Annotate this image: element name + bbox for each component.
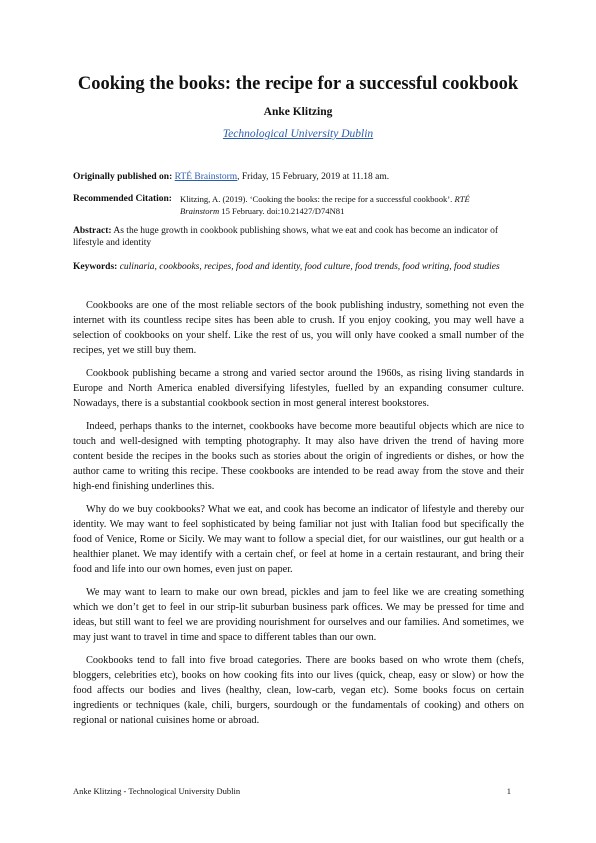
abstract-label: Abstract: xyxy=(73,226,112,236)
published-label: Originally published on: xyxy=(73,172,173,182)
body-paragraph: Cookbooks tend to fall into five broad categories. There are books based on who wrote them (chefs, bloggers, celebrities etc), books on how cooking fits into our lives (quick, cheap, easy or slow) or how the food affects our bodies and lives (healthy, clean, low-carb, vegan etc). Some books focus on certain ingredients or techniques (kale, chili, burgers, sourdough or the fundamentals of cooking) and others on regional or national cuisines home or abroad. xyxy=(73,655,524,726)
citation-text xyxy=(180,193,491,217)
keywords-text: culinaria, cookbooks, recipes, food and identity, food culture, food trends, food writing, food studies xyxy=(117,262,500,272)
published-details: , Friday, 15 February, 2019 at 11.18 am. xyxy=(237,172,390,182)
body-paragraph: Indeed, perhaps thanks to the internet, cookbooks have become more beautiful objects which are nice to touch and well-designed with tempting photography. It may also have driven the trend of having more content beside the recipes in the books such as stories about the origin of ingredients or dishes, or how the author came to writing this recipe. These cookbooks are intended to be read away from the stove and their high-end finishing underlines this. xyxy=(73,421,524,492)
keywords xyxy=(73,261,523,273)
citation-source: RTÉ Brainstorm xyxy=(180,194,470,216)
body-paragraph: Why do we buy cookbooks? What we eat, and cook has become an indicator of lifestyle and thereby our identity. We may want to feel sophisticated by being familiar not just with Italian food but specifically the food of Venice, Rome or Sicily. We may want to follow a special diet, for our waistlines, our gut health or a healthier planet. We may identify with a certain chef, or feel at home in a certain restaurant, and bring their food and life into our own homes, even just on paper. xyxy=(73,504,524,575)
abstract xyxy=(73,225,523,249)
affiliation-link[interactable]: Technological University Dublin xyxy=(222,128,374,140)
citation-text-main: Klitzing, A. (2019). ‘Cooking the books: the recipe for a successful cookbook’. xyxy=(180,194,455,204)
body-paragraph: We may want to learn to make our own bread, pickles and jam to feel like we are creating something which we don’t get to feel in our strip-lit suburban business park offices. We may be pressed for time and ideas, but still want to feel we are providing nourishment for ourselves and our families. And sometimes, we may just want to travel in time and space to different tables than our own. xyxy=(73,587,524,643)
source-link[interactable]: RTÉ Brainstorm xyxy=(174,172,238,182)
paper-title: Cooking the books: the recipe for a successful cookbook xyxy=(77,74,519,94)
citation-doi: 15 February. doi:10.21427/D74N81 xyxy=(219,206,345,216)
body-paragraph: Cookbook publishing became a strong and varied sector around the 1960s, as rising living standards in Europe and North America enabled diversifying lifestyles, fuelled by an expanding consumer culture. Nowadays, there is a substantial cookbook section in most general interest bookstores. xyxy=(73,368,524,409)
publication-line xyxy=(73,171,523,183)
body-paragraph: Cookbooks are one of the most reliable sectors of the book publishing industry, something not even the internet with its countless recipe sites has been able to crush. If you enjoy cooking, you may well have a selection of cookbooks on your shelf. Like the rest of us, you will only have cooked a small number of the recipes, yet we still buy them. xyxy=(73,300,524,356)
page-number: 1 xyxy=(506,786,511,796)
author-name: Anke Klitzing xyxy=(263,106,333,118)
citation-label: Recommended Citation: xyxy=(73,194,172,204)
affiliation xyxy=(40,127,556,141)
article-body xyxy=(73,298,524,736)
abstract-text: As the huge growth in cookbook publishing shows, what we eat and cook has become an indicator of lifestyle and identity xyxy=(73,226,499,248)
footer-text: Anke Klitzing - Technological University Dublin xyxy=(73,786,241,796)
keywords-label: Keywords: xyxy=(73,262,118,272)
